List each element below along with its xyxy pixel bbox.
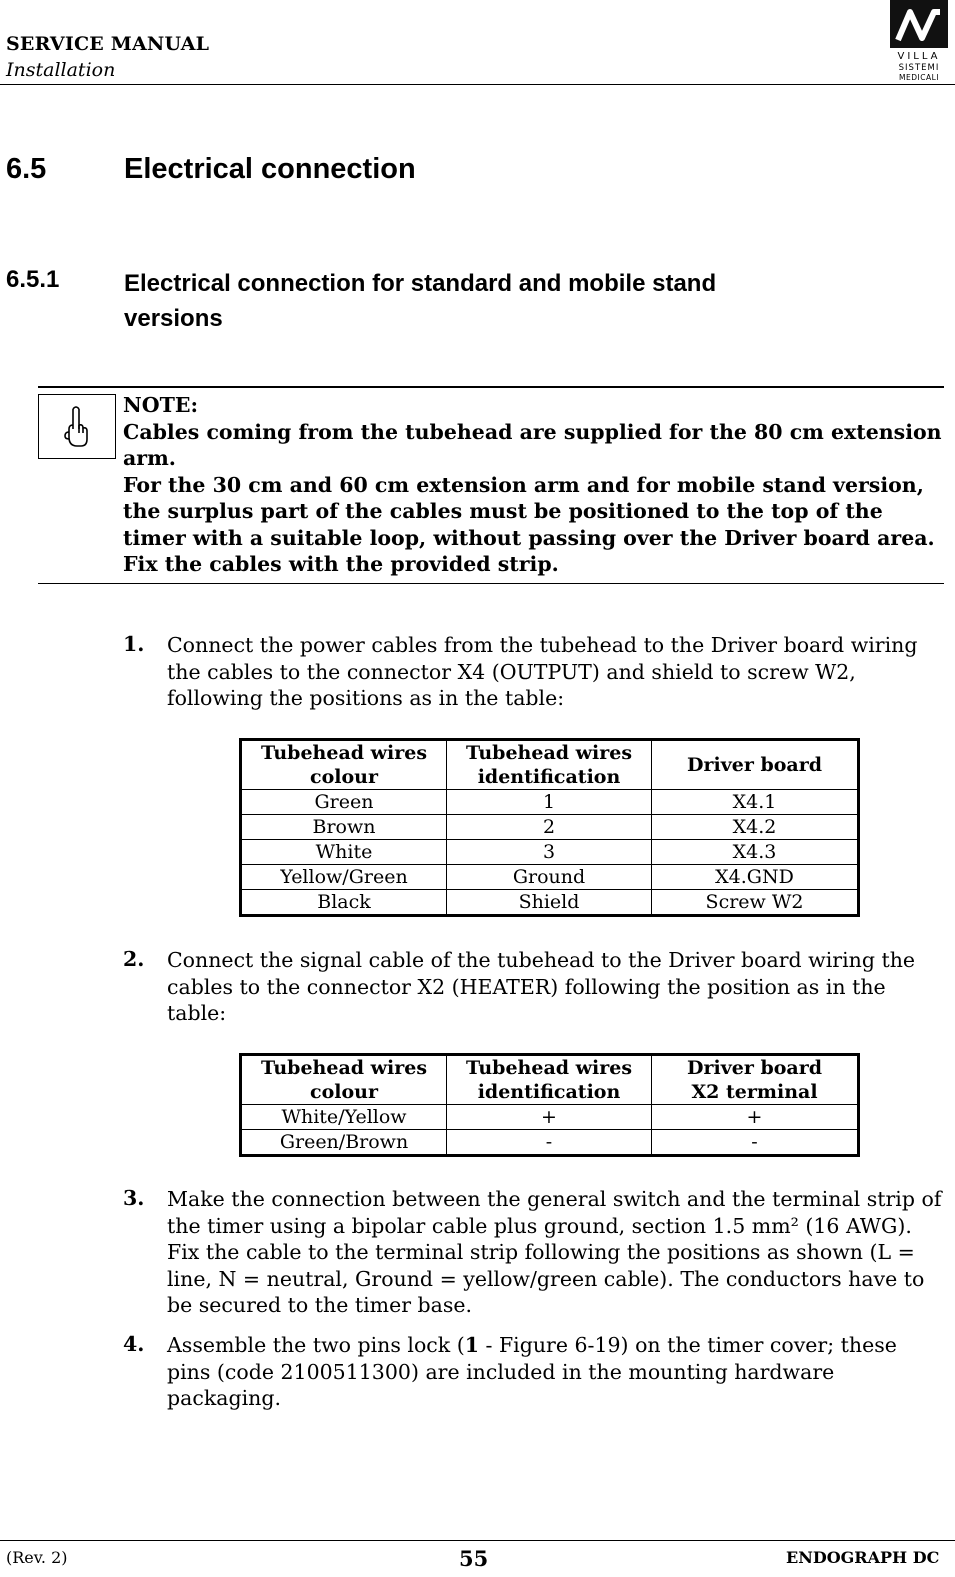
section-number: 6.5 [6, 153, 47, 185]
footer-revision: (Rev. 2) [6, 1548, 68, 1567]
note-top-rule [38, 386, 944, 388]
note-line-1: Cables coming from the tubehead are supplied for the 80 cm extension arm. [123, 419, 942, 470]
note-icon-box [38, 394, 116, 459]
subsection-title-line1: Electrical connection for standard and mobile stand [124, 270, 717, 297]
header-title: SERVICE MANUAL [6, 33, 210, 55]
table-cell: Green [241, 790, 447, 815]
header-subtitle: Installation [6, 59, 116, 81]
table-header-cell: Tubehead wires identification [447, 1055, 652, 1105]
villa-logo [890, 0, 948, 84]
note-bottom-rule [38, 583, 944, 584]
table-cell: X4.3 [652, 840, 859, 865]
table-cell: + [447, 1105, 652, 1130]
subsection-title-line2: versions [124, 305, 223, 332]
footer-divider [0, 1540, 955, 1541]
table-header-cell: Driver board X2 terminal [652, 1055, 859, 1105]
table-row [241, 1130, 859, 1156]
step-1-number: 1. [123, 632, 145, 656]
table-cell: Green/Brown [241, 1130, 447, 1156]
header-divider [0, 84, 955, 85]
table-header-cell: Tubehead wires colour [241, 740, 447, 790]
table-header-row [241, 740, 859, 790]
table-cell: X4.2 [652, 815, 859, 840]
table-cell: - [447, 1130, 652, 1156]
signal-cable-table [239, 1053, 860, 1157]
table-cell: - [652, 1130, 859, 1156]
table-row [241, 1105, 859, 1130]
step-4-text: Assemble the two pins lock (1 - Figure 6-19) on the timer cover; these pins (code 2100511300) are included in the mounting hardware packaging. [167, 1333, 897, 1410]
note-text [123, 392, 943, 578]
table-header-cell: Tubehead wires colour [241, 1055, 447, 1105]
table-row [241, 815, 859, 840]
step-3-number: 3. [123, 1186, 145, 1210]
table-cell: Brown [241, 815, 447, 840]
step-4-number: 4. [123, 1332, 145, 1356]
table-header-cell: Tubehead wires identification [447, 740, 652, 790]
step-2-number: 2. [123, 947, 145, 971]
pointing-hand-icon [39, 395, 115, 458]
table-row [241, 840, 859, 865]
table-cell: Black [241, 890, 447, 916]
table-cell: White/Yellow [241, 1105, 447, 1130]
table-header-row [241, 1055, 859, 1105]
step-2-text: Connect the signal cable of the tubehead to the Driver board wiring the cables to the connector X2 (HEATER) following the position as in the table: [167, 948, 916, 1025]
footer-product: ENDOGRAPH DC [786, 1548, 940, 1567]
subsection-title [124, 266, 716, 336]
table-header-cell: Driver board [652, 740, 859, 790]
power-cable-table [239, 738, 860, 917]
logo-text-villa: VILLA [897, 51, 941, 62]
page-number: 55 [459, 1546, 489, 1571]
table-cell: Shield [447, 890, 652, 916]
step-3-text: Make the connection between the general switch and the terminal strip of the timer using a bipolar cable plus ground, section 1.5 mm² (16 AWG). Fix the cable to the terminal strip following the positions as shown (L = line, N = neutral, Ground = yellow/green cable). The conductors have to be secured to the timer base. [167, 1187, 942, 1317]
table-cell: + [652, 1105, 859, 1130]
section-title: Electrical connection [124, 153, 416, 185]
subsection-number: 6.5.1 [6, 266, 60, 293]
table-cell: Yellow/Green [241, 865, 447, 890]
table-cell: 3 [447, 840, 652, 865]
table-cell: 2 [447, 815, 652, 840]
logo-text-medicali: MEDICALI [899, 73, 939, 82]
table-cell: Screw W2 [652, 890, 859, 916]
table-row [241, 890, 859, 916]
table-cell: White [241, 840, 447, 865]
note-line-2: For the 30 cm and 60 cm extension arm and for mobile stand version, the surplus part of the cables must be positioned to the top of the timer with a suitable loop, without passing over the Driver board area. Fix the cables with the provided strip. [123, 472, 935, 576]
table-row [241, 790, 859, 815]
logo-text-sistemi: SISTEMI [898, 63, 940, 73]
table-cell: 1 [447, 790, 652, 815]
step-1-text: Connect the power cables from the tubehead to the Driver board wiring the cables to the connector X4 (OUTPUT) and shield to screw W2, following the positions as in the table: [167, 633, 918, 710]
note-heading: NOTE: [123, 393, 199, 417]
table-cell: X4.GND [652, 865, 859, 890]
table-cell: Ground [447, 865, 652, 890]
table-cell: X4.1 [652, 790, 859, 815]
table-row [241, 865, 859, 890]
